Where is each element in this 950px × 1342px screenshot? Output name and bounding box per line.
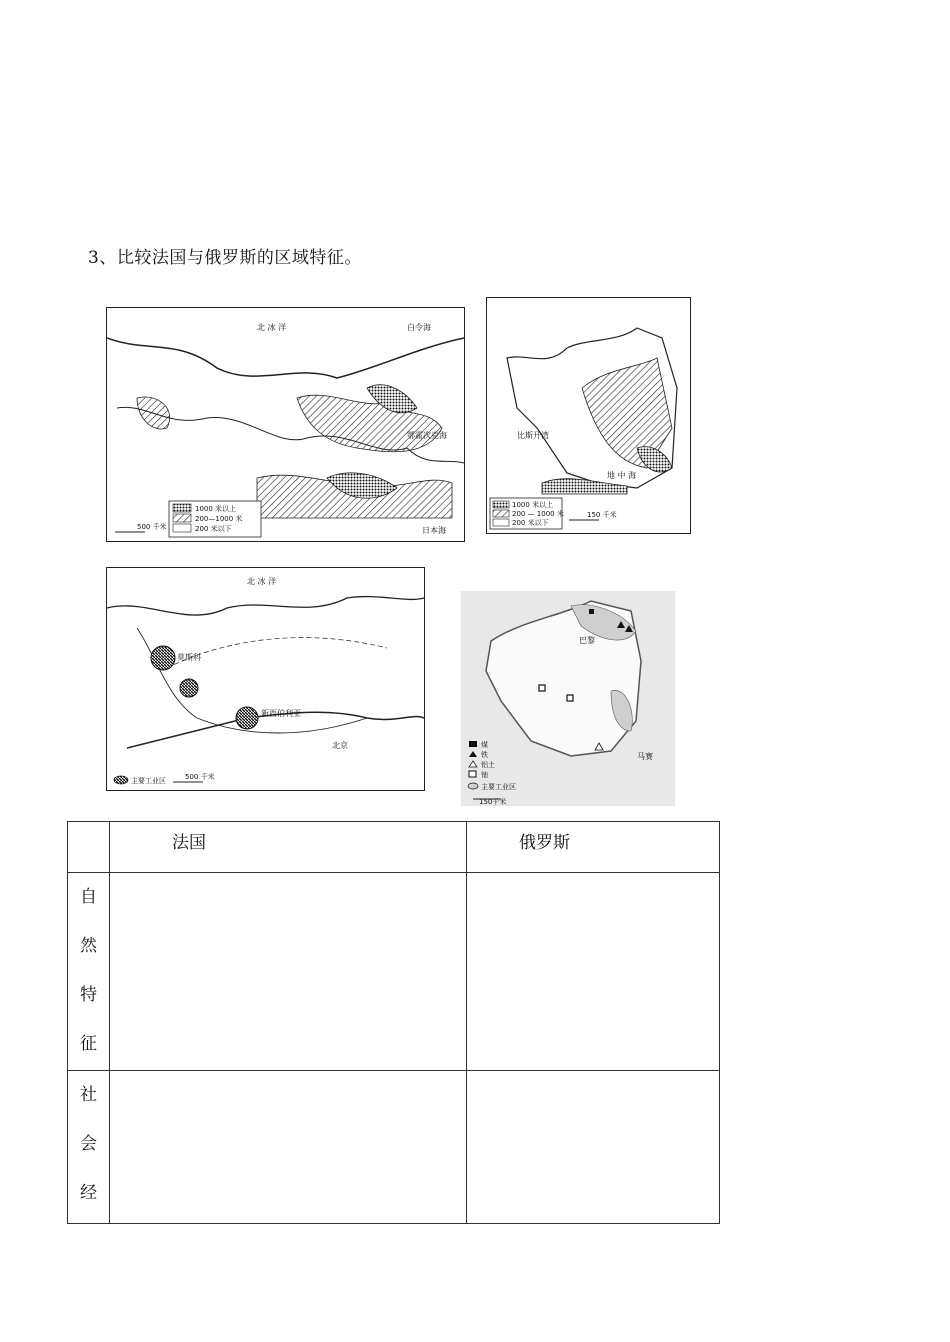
cell-russia-social[interactable] xyxy=(467,1071,720,1224)
header-france: 法国 xyxy=(110,822,467,873)
sea-label-okhotsk: 鄂霍次克海 xyxy=(407,431,447,440)
sea-label-japan: 日本海 xyxy=(422,526,446,535)
legend-mid: 200 — 1000 米 xyxy=(512,510,564,518)
legend-industrial-zone: 主要工业区 xyxy=(481,783,516,791)
ocean-label: 北 冰 洋 xyxy=(257,323,287,332)
sea-label-med: 地 中 海 xyxy=(607,471,637,480)
question-text: 3、比较法国与俄罗斯的区域特征。 xyxy=(88,248,362,268)
scale-label: 500 千米 xyxy=(185,773,215,781)
france-terrain-svg xyxy=(487,298,690,533)
france-terrain-map xyxy=(486,297,691,534)
legend-coal: 煤 xyxy=(481,741,488,749)
ocean-label: 北 冰 洋 xyxy=(247,577,277,586)
legend-uranium: 铀 xyxy=(481,771,488,779)
legend-bauxite: 铝土 xyxy=(481,761,495,769)
russia-industry-map xyxy=(106,567,425,791)
legend-iron: 铁 xyxy=(481,751,488,759)
russia-terrain-svg xyxy=(107,308,464,541)
legend-low: 200 米以下 xyxy=(195,525,232,533)
sea-label-biscay: 比斯开湾 xyxy=(517,431,549,440)
city-label-moscow: 莫斯科 xyxy=(177,653,201,662)
city-label-paris: 巴黎 xyxy=(579,636,595,645)
scale-label: 150 千米 xyxy=(587,511,617,519)
legend-high: 1000 米以上 xyxy=(195,505,237,513)
row-label-social: 社 会 经 xyxy=(68,1071,110,1224)
legend-mid: 200—1000 米 xyxy=(195,515,243,523)
sea-label-bering: 白令海 xyxy=(407,323,431,332)
legend-high: 1000 米以上 xyxy=(512,501,554,509)
city-label-beijing: 北京 xyxy=(332,741,348,750)
russia-industry-svg xyxy=(107,568,424,790)
table-row xyxy=(68,873,720,1071)
france-industry-map xyxy=(461,591,675,806)
legend-industrial-zone: 主要工业区 xyxy=(131,777,166,785)
city-label-novosibirsk: 新西伯利亚 xyxy=(261,709,301,718)
row-label-natural: 自 然 特 征 xyxy=(68,873,110,1071)
city-label-marseille: 马赛 xyxy=(637,752,653,761)
scale-label: 150千米 xyxy=(479,798,507,806)
table-row xyxy=(68,1071,720,1224)
legend-low: 200 米以下 xyxy=(512,519,549,527)
cell-france-social[interactable] xyxy=(110,1071,467,1224)
scale-label: 500 千米 xyxy=(137,523,167,531)
table-header-row xyxy=(68,822,720,873)
header-corner-cell xyxy=(68,822,110,873)
cell-france-natural[interactable] xyxy=(110,873,467,1071)
header-russia: 俄罗斯 xyxy=(467,822,720,873)
france-industry-svg xyxy=(461,591,675,806)
cell-russia-natural[interactable] xyxy=(467,873,720,1071)
comparison-table xyxy=(67,821,720,1224)
russia-terrain-map xyxy=(106,307,465,542)
